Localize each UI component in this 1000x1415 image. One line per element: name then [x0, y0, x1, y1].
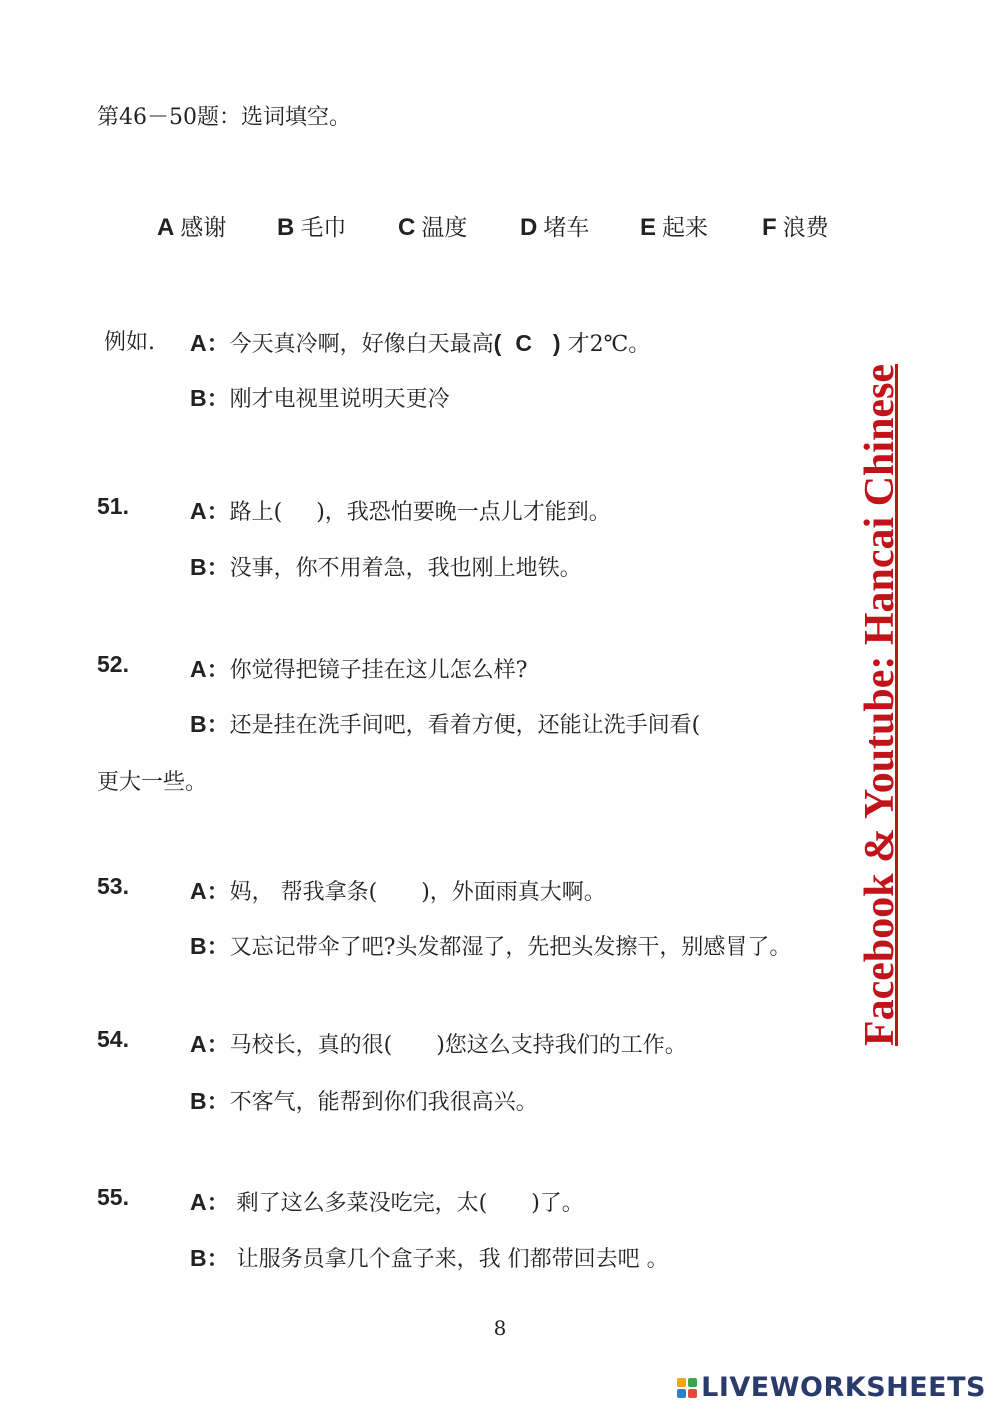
question-51-line-b [190, 549, 582, 582]
question-number: 55. [97, 1184, 129, 1210]
line-text: 才2℃。 [567, 332, 651, 357]
question-53-line-b [190, 928, 791, 961]
speaker-a: A： [190, 656, 230, 682]
line-text: 今天真冷啊，好像白天最高 [229, 332, 494, 357]
option-letter: D [520, 214, 538, 241]
speaker-a: A： [190, 1189, 230, 1215]
paren-close: ) [552, 330, 561, 356]
line-text: 剩了这么多菜没吃完，太( [236, 1191, 488, 1216]
speaker-b: B： [190, 554, 230, 580]
option-b [277, 209, 346, 242]
option-letter: A [157, 214, 175, 241]
speaker-a: A： [190, 1031, 230, 1057]
question-53-line-a [190, 873, 606, 906]
option-word: 堵车 [543, 215, 590, 241]
example-line-b [190, 380, 450, 413]
speaker-a: A： [190, 330, 230, 356]
option-a [157, 209, 226, 242]
speaker-b: B： [190, 1245, 230, 1271]
question-51-line-a [190, 493, 611, 526]
speaker-a: A： [190, 878, 230, 904]
option-letter: C [398, 214, 416, 241]
line-text: 还是挂在洗手间吧，看着方便，还能让洗手间看( [229, 713, 701, 738]
option-letter: B [277, 214, 295, 241]
option-word: 感谢 [180, 215, 227, 241]
line-text: 马校长，真的很( [229, 1033, 393, 1058]
speaker-b: B： [190, 1088, 230, 1114]
option-word: 温度 [421, 215, 468, 241]
icon-tile [677, 1378, 686, 1387]
liveworksheets-icon [677, 1378, 697, 1398]
brand-logo[interactable] [677, 1372, 986, 1403]
question-number: 53. [97, 873, 129, 899]
line-text: 不客气，能帮到你们我很高兴。 [229, 1090, 538, 1115]
speaker-b: B： [190, 711, 230, 737]
example-answer: C [515, 330, 532, 356]
option-word: 毛巾 [300, 215, 347, 241]
option-word: 浪费 [782, 215, 829, 241]
question-number: 51. [97, 493, 129, 519]
section-heading: 第46－50题：选词填空。 [97, 105, 351, 130]
line-text: 又忘记带伞了吧?头发都湿了，先把头发擦干，别感冒了。 [229, 935, 792, 960]
speaker-a: A： [190, 498, 230, 524]
option-e [640, 209, 708, 242]
line-text: 让服务员拿几个盒子来，我 们都带回去吧 。 [236, 1247, 669, 1272]
example-line-a [190, 325, 650, 358]
watermark: Facebook & Youtube: Hancai Chinese [857, 363, 903, 1047]
question-55-line-a [190, 1184, 584, 1217]
question-54-line-a [190, 1026, 687, 1059]
question-52-continuation: 更大一些。 [97, 770, 208, 795]
line-text: 刚才电视里说明天更冷 [229, 387, 450, 412]
example-label: 例如. [104, 330, 155, 355]
option-c [398, 209, 467, 242]
line-text: 没事，你不用着急，我也刚上地铁。 [229, 556, 582, 581]
icon-tile [677, 1389, 686, 1398]
speaker-b: B： [190, 933, 230, 959]
line-text: 妈， 帮我拿条( [229, 880, 378, 905]
speaker-b: B： [190, 385, 230, 411]
line-text: 路上( [229, 500, 283, 525]
question-number: 52. [97, 651, 129, 677]
brand-name: LIVEWORKSHEETS [701, 1372, 986, 1403]
option-letter: E [640, 214, 657, 241]
question-number: 54. [97, 1026, 129, 1052]
option-f [762, 209, 829, 242]
question-55-line-b [190, 1240, 669, 1273]
icon-tile [688, 1378, 697, 1387]
line-text: )，我恐怕要晚一点儿才能到。 [316, 500, 611, 525]
line-text: )了。 [531, 1191, 584, 1216]
question-52-line-a [190, 651, 527, 684]
page-number: 8 [493, 1316, 507, 1340]
line-text: )，外面雨真大啊。 [421, 880, 606, 905]
line-text: )您这么支持我们的工作。 [436, 1033, 687, 1058]
question-52-line-b [190, 706, 734, 739]
question-54-line-b [190, 1083, 538, 1116]
option-word: 起来 [662, 215, 709, 241]
paren-open: ( [493, 330, 502, 356]
icon-tile [688, 1389, 697, 1398]
option-letter: F [762, 214, 777, 241]
option-d [520, 209, 589, 242]
line-text: 你觉得把镜子挂在这儿怎么样? [229, 658, 528, 683]
